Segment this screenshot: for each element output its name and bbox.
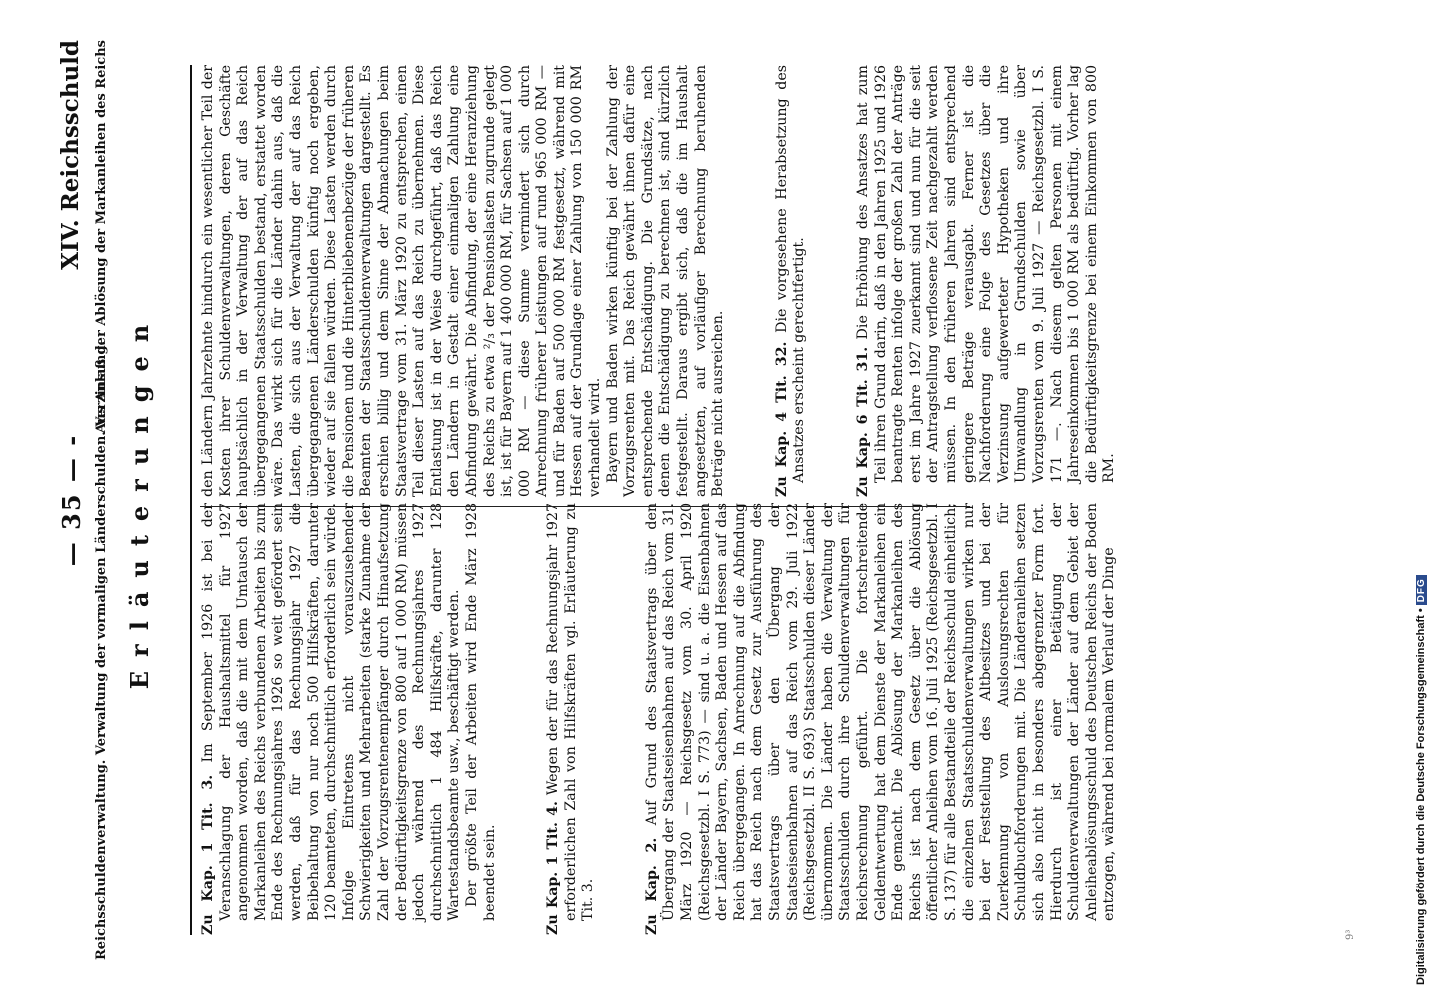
- column-divider: [200, 506, 970, 507]
- entry-text: Im September 1926 ist bei der Veranschlagung der Haushaltsmittel für 1927 angenommen worden, daß die mit dem Umtausch der Markanleihen des Reichs verbundenen Arbeiten bis zum Ende des Rechnungsjahres 1926 so weit gefördert sein werden, daß für das Rechnungsjahr 1927 die Beibehaltung von nur noch 500 Hilfskräften, darunter 120 beamteten, durchschnittlich erforderlich sein würde. Infolge Eintretens nicht vorauszusehender Schwierigkeiten und Mehrarbeiten (starke Zunahme der Zahl der Vorzugsrentenempfänger durch Hinaufsetzung der Bedürftigkeitsgrenze von 800 auf 1 000 RM) müssen jedoch während des Rechnungsjahres 1927 durchschnittlich 1 484 Hilfskräfte, darunter 128 Wartestandsbeamte usw., beschäftigt werden.: [200, 503, 463, 921]
- digitization-credit: [1415, 575, 1427, 985]
- left-column: [200, 503, 1165, 935]
- credit-text: Digitalisierung gefördert durch die Deutsche Forschungsgemeinschaft •: [1415, 608, 1427, 985]
- entry-text: Die Erhöhung des Ansatzes hat zum Teil ihren Grund darin, daß in den Jahren 1925 und 1926 beantragte Renten infolge der großen Zahl der Anträge erst im Jahre 1927 zuerkannt sind und nun für die seit der Antragstellung verflossene Zeit nachgezahlt werden müssen. In den früheren Jahren sind entsprechend geringere Beträge verausgabt. Ferner ist die Nachforderung eine Folge des Gesetzes über die Verzinsung aufgewerteter Hypotheken und ihre Umwandlung in Grundschulden sowie über Vorzugsrenten vom 9. Juli 1927 — Reichsgesetzbl. I S. 171 —. Nach diesem gelten Personen mit einem Jahreseinkommen bis 1 000 RM als bedürftig. Vorher lag die Bedürftigkeitsgrenze bei einem Einkommen von 800 RM.: [855, 65, 1118, 483]
- entry-continuation: Der größte Teil der Arbeiten wird Ende März 1928 beendet sein.: [463, 503, 498, 921]
- page-footer-mark: 9³: [1345, 929, 1356, 940]
- entry-reference: Zu Kap. 1 Tit. 4.: [545, 801, 562, 935]
- entry-continuation: Bayern und Baden wirken künftig bei der Zahlung der Vorzugsrenten mit. Das Reich gewährt ihnen dafür eine entsprechende Entschädigung. Die Grundsätze, nach denen die Entschädigung zu berechnen ist, sind kürzlich festgestellt. Daraus ergibt sich, daß die im Haushalt angesetzten, auf vorläufiger Berechnung beruhenden Beträge nicht ausreichen.: [604, 65, 727, 497]
- entry-text: Auf Grund des Staatsvertrags über den Übergang der Staatseisenbahnen auf das Reich vom 31. März 1920 — Reichsgesetz vom 30. April 1920 (Reichsgesetzbl. I S. 773) — sind u. a. die Eisenbahnen der Länder Bayern, Sachsen, Baden und Hessen auf das Reich übergegangen. In Anrechnung auf die Abfindung hat das Reich nach dem Gesetz zur Ausführung des Staatsvertrags über den Übergang der Staatseisenbahnen auf das Reich vom 29. Juli 1922 (Reichsgesetzbl. II S. 693) Staatsschulden dieser Länder übernommen. Die Länder haben die Verwaltung der Staatsschulden durch ihre Schuldenverwaltungen für Reichsrechnung geführt. Die fortschreitende Geldentwertung hat dem Dienste der Markanleihen ein Ende gemacht. Die Ablösung der Markanleihen des Reichs ist nach dem Gesetz über die Ablösung öffentlicher Anleihen vom 16. Juli 1925 (Reichsgesetzbl. I S. 137) für alle Bestandteile der Reichsschuld einheitlich; die einzelnen Staatsschuldenverwaltungen wirken nur bei der Feststellung des Altbesitzes und bei der Zuerkennung von Auslosungsrechten für Schuldbuchforderungen mit. Die Länderanleihen setzen sich also nicht in besonders abgegrenzter Form fort. Hierdurch ist einer Betätigung der Schuldenverwaltungen der Länder auf dem Gebiet der Anleiheablösungsschuld des Deutschen Reichs der Boden entzogen, während bei normalem Verlauf der Dinge: [643, 502, 1118, 921]
- running-header-right: Aus Anlaß der Ablösung der Markanleihen des Reichs: [94, 40, 109, 434]
- page-number: — 35 — -: [57, 433, 86, 567]
- entry-kap1-tit3: [200, 503, 499, 935]
- entry-text: den Ländern Jahrzehnte hindurch ein wesentlicher Teil der Kosten ihrer Schuldenverwaltungen, deren Geschäfte hauptsächlich in der Verwaltung der auf das Reich übergegangenen Staatsschulden bestand, erstattet worden wäre. Das wirkt sich für die Länder dahin aus, daß die Lasten, die sich aus der Verwaltung der auf das Reich übergegangenen Länderschulden künftig noch ergeben, wieder auf sie fallen würden. Diese Lasten werden durch die Pensionen und die Hinterbliebenenbezüge der früheren Beamten der Staatsschuldenverwaltungen dargestellt. Es erschien billig und dem Sinne der Abmachungen beim Staatsvertrage vom 31. März 1920 zu entsprechen, einen Teil dieser Lasten auf das Reich zu übernehmen. Diese Entlastung ist in der Weise durchgeführt, daß das Reich den Ländern in Gestalt einer einmaligen Zahlung eine Abfindung gewährt. Die Abfindung, der eine Heranziehung des Reichs zu etwa ²/₃ der Pensionslasten zugrunde gelegt ist, ist für Bayern auf 1 400 000 RM, für Sachsen auf 1 000 000 RM — diese Summe vermindert sich durch Anrechnung früherer Leistungen auf rund 965 000 RM — und für Baden auf 500 000 RM festgesetzt, während mit Hessen auf der Grundlage einer Zahlung von 150 000 RM verhandelt wird.: [200, 65, 604, 497]
- entry-kap4-tit32: [774, 65, 809, 497]
- running-header: [94, 40, 116, 960]
- entry-text: Die vorgesehene Herabsetzung des Ansatzes erscheint gerechtfertigt.: [773, 64, 808, 483]
- entry-text: Wegen der für das Rechnungsjahr 1927 erforderlichen Zahl von Hilfskräften vgl. Erläuterung zu Tit. 3.: [545, 502, 597, 921]
- page-header: [55, 40, 99, 960]
- entry-reference: Zu Kap. 1 Tit. 3.: [200, 774, 216, 935]
- entry-kap2: [644, 503, 1119, 935]
- running-header-left: Reichsschuldenverwaltung. Verwaltung der vormaligen Länderschulden. Verzinsung.: [94, 341, 109, 960]
- entry-kap2-continued: [200, 65, 728, 497]
- entry-reference: Zu Kap. 2.: [643, 837, 660, 935]
- dfg-logo: DFG: [1416, 575, 1427, 605]
- entry-reference: Zu Kap. 4 Tit. 32.: [773, 341, 790, 497]
- entry-kap1-tit4: [545, 503, 598, 935]
- main-heading: Erläuterungen: [125, 310, 154, 690]
- entry-reference: Zu Kap. 6 Tit. 31.: [855, 346, 871, 497]
- heading-rule: [190, 65, 192, 935]
- section-title: XIV. Reichsschuld: [57, 40, 84, 270]
- entry-kap6-tit31: [855, 65, 1119, 497]
- right-column: [200, 65, 1165, 497]
